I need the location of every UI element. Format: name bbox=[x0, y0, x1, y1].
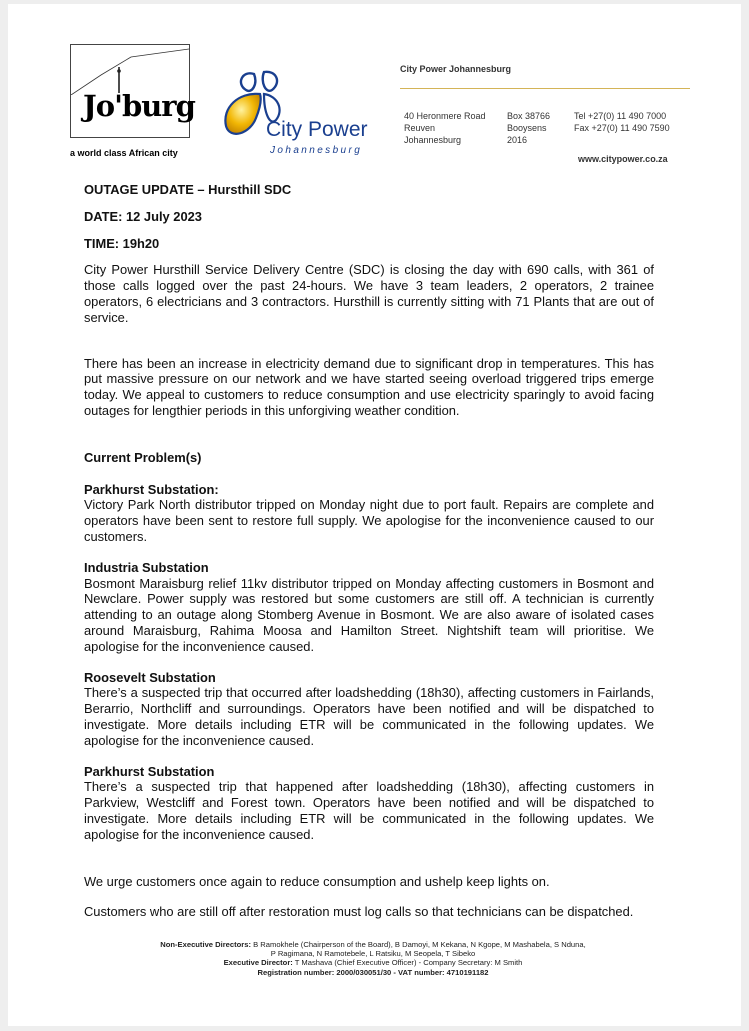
joburg-skyline-icon bbox=[71, 45, 189, 95]
address-block bbox=[404, 110, 486, 146]
document-date: DATE: 12 July 2023 bbox=[84, 208, 202, 224]
company-name: City Power Johannesburg bbox=[400, 64, 512, 74]
demand-paragraph: There has been an increase in electricity demand due to significant drop in temperatures. This has put massive pressure on our network and we have started seeing overload triggered trips emerge today. We appeal to customers to reduce consumption and use electricity sparingly to avoid facing outages for lengthier periods in this unforgiving weather condition. bbox=[84, 355, 654, 418]
fax-line: Fax +27(0) 11 490 7590 bbox=[574, 123, 670, 133]
problem-item bbox=[84, 670, 654, 749]
letter-page bbox=[8, 4, 741, 1026]
letter-footer bbox=[88, 940, 658, 977]
address-line: Reuven bbox=[404, 123, 436, 133]
problem-title: Industria Substation bbox=[84, 559, 209, 575]
problem-text: Bosmont Maraisburg relief 11kv distributor tripped on Monday affecting customers in Bosmont and Newclare. Power supply was restored but some customers are still off. A technician is currently attending to an outage along Stomberg Avenue in Bosmont. We are also aware of isolated cases around Maraisburg, Rahima Moosa and Hamilton Street. Nightshift team will prioritise. We apologise for the inconvenience caused. bbox=[84, 575, 654, 654]
footer-directors-cont: P Ragimana, N Ramotebele, L Ratsiku, M Seopela, T Sibeko bbox=[270, 949, 476, 959]
letter-body bbox=[84, 182, 654, 920]
footer-registration: Registration number: 2000/030051/30 - VAT number: 4710191182 bbox=[257, 967, 489, 977]
footer-executive bbox=[88, 958, 658, 967]
problems-heading: Current Problem(s) bbox=[84, 449, 202, 465]
problem-title: Parkhurst Substation: bbox=[84, 481, 219, 497]
footer-exec-names: T Mashava (Chief Executive Officer) - Company Secretary: M Smith bbox=[292, 958, 523, 968]
problem-title: Parkhurst Substation bbox=[84, 763, 215, 779]
box-line: 2016 bbox=[507, 135, 528, 145]
document-time: TIME: 19h20 bbox=[84, 235, 160, 251]
joburg-logo-text: Jo'burg bbox=[83, 89, 195, 123]
website-link[interactable]: www.citypower.co.za bbox=[578, 154, 668, 164]
header-divider bbox=[400, 88, 690, 89]
footer-ned-label: Non-Executive Directors: bbox=[160, 940, 251, 949]
contact-block bbox=[574, 110, 670, 134]
address-line: Johannesburg bbox=[404, 135, 462, 145]
citypower-logo-text: City Power bbox=[266, 118, 368, 141]
joburg-tagline: a world class African city bbox=[70, 148, 178, 158]
joburg-logo bbox=[70, 44, 195, 138]
problem-item bbox=[84, 764, 654, 843]
problem-item bbox=[84, 482, 654, 545]
urge-paragraph: We urge customers once again to reduce consumption and ushelp keep lights on. bbox=[84, 873, 550, 889]
intro-paragraph: City Power Hursthill Service Delivery Centre (SDC) is closing the day with 690 calls, with 361 of those calls logged over the past 24-hours. We have 3 team leaders, 2 operators, 2 trainee operators, 6 electricians and 3 contractors. Hursthill is currently sitting with 71 Plants that are out of service. bbox=[84, 262, 654, 325]
footer-ned-names: B Ramokhele (Chairperson of the Board), B Damoyi, M Kekana, N Kgope, M Mashabela, S Nduna, bbox=[251, 940, 586, 949]
problem-text: There’s a suspected trip that occurred after loadshedding (18h30), affecting customers in Fairlands, Berarrio, Northcliff and surroundings. Operators have been notified and will be dispatched to investigate. More details including ETR will be communicated in the following updates. We apologise for the inconvenience caused. bbox=[84, 685, 654, 748]
problem-text: There’s a suspected trip that happened after loadshedding (18h30), affecting customers in Parkview, Westcliff and Forest town. Operators have been notified and will be dispatched to investigate. More details including ETR will be communicated in the following updates. We apologise for the inconvenience caused. bbox=[84, 779, 654, 842]
box-line: Booysens bbox=[507, 123, 547, 133]
address-line: 40 Heronmere Road bbox=[404, 111, 486, 121]
problem-title: Roosevelt Substation bbox=[84, 669, 216, 685]
document-title: OUTAGE UPDATE – Hursthill SDC bbox=[84, 182, 292, 197]
citypower-logo-subtext: Johannesburg bbox=[270, 145, 363, 156]
footer-directors bbox=[88, 940, 658, 949]
problem-item bbox=[84, 560, 654, 655]
box-line: Box 38766 bbox=[507, 111, 551, 121]
tel-line: Tel +27(0) 11 490 7000 bbox=[574, 111, 667, 121]
log-calls-paragraph: Customers who are still off after restoration must log calls so that technicians can be dispatched. bbox=[84, 904, 634, 920]
problem-text: Victory Park North distributor tripped on Monday night due to port fault. Repairs are complete and operators have been sent to restore full supply. We apologise for the inconvenience caused to our customers. bbox=[84, 497, 654, 544]
footer-exec-label: Executive Director: bbox=[223, 958, 293, 968]
postal-box-block bbox=[507, 110, 550, 146]
